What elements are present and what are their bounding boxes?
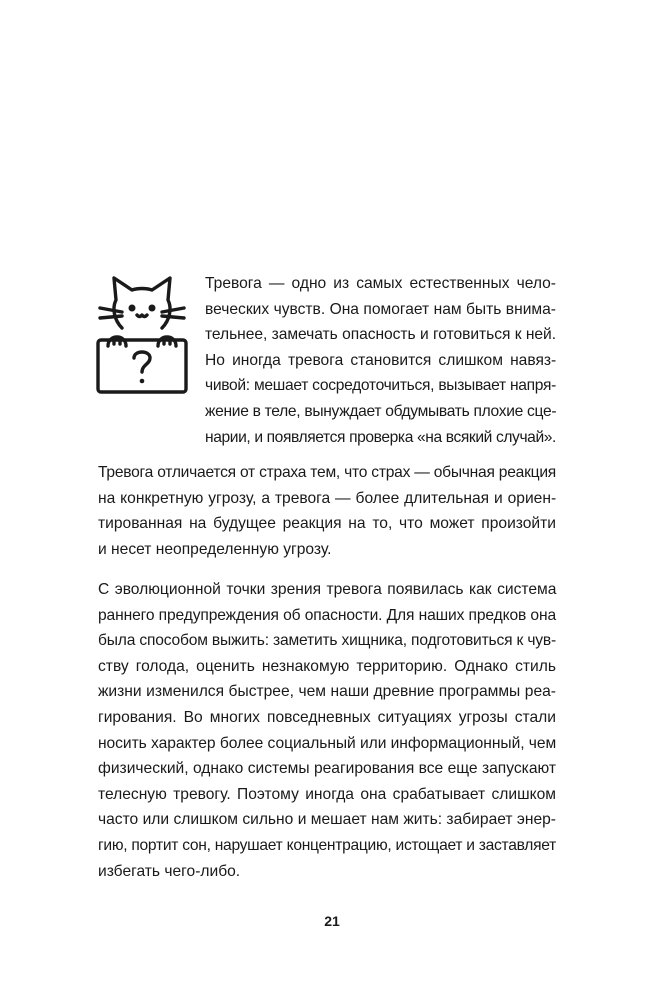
text-line: Но иногда тревога становится слишком навяз- [205,351,557,369]
text-line: телесную тревогу. Поэтому иногда она срабатывает слишком [98,785,556,803]
text-line: нарии, и появляется проверка «на всякий случай». [205,428,556,446]
text-line: носить характер более социальный или информационный, чем [98,734,557,752]
text-line: тельнее, замечать опасность и готовиться к ней. [205,326,556,344]
paragraph-evolution [98,577,556,884]
paragraph-intro [205,271,556,450]
text-line: тированная на будущее реакция на то, что может произойти [98,515,556,533]
text-line: и несет неопределенную угрозу. [98,540,332,558]
text-line: веческих чувств. Она помогает нам быть внима- [205,300,556,318]
text-line: С эволюционной точки зрения тревога появилась как система [98,581,557,598]
paragraph-fear-vs-anxiety [98,460,556,562]
text-line: ству голода, оценить незнакомую территорию. Однако стиль [98,657,556,675]
text-line: гию, портит сон, нарушает концентрацию, истощает и заставляет [98,836,556,854]
cat-holding-question-sign-icon [92,268,192,396]
text-line: раннего предупреждения об опасности. Для наших предков она [98,606,556,624]
text-line: жизни изменился быстрее, чем наши древние программы реа- [98,683,556,701]
text-line: часто или слишком сильно и мешает нам жить: забирает энер- [98,811,556,829]
text-line: гирования. Во многих повседневных ситуациях угрозы стали [98,708,556,726]
page-number: 21 [324,913,340,929]
text-line: физический, однако системы реагирования все еще запускают [98,760,556,778]
text-line: на конкретную угрозу, а тревога — более длительная и ориен- [98,489,557,507]
text-line: избегать чего-либо. [98,862,241,880]
text-line: жение в теле, вынуждает обдумывать плохие сце- [205,402,557,420]
text-line: Тревога отличается от страха тем, что страх — обычная реакция [98,464,556,481]
text-line: Тревога — одно из самых естественных чело- [205,275,556,292]
text-line: чивой: мешает сосредоточиться, вызывает напря- [205,377,556,395]
text-line: была способом выжить: заметить хищника, подготовиться к чув- [98,632,556,650]
